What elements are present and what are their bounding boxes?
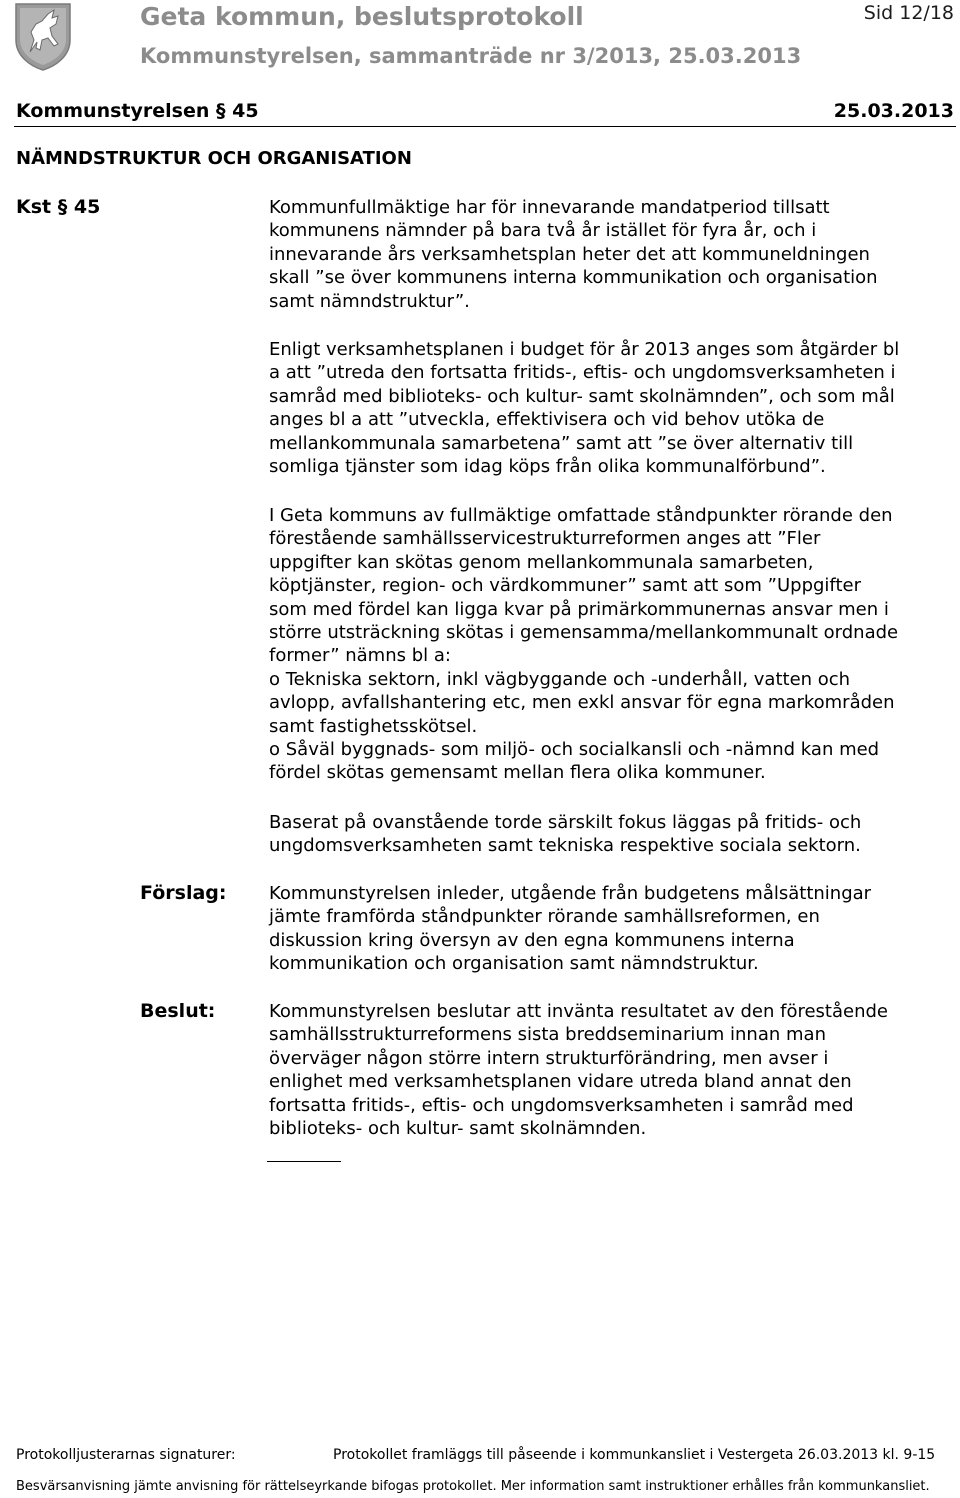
page-number: Sid 12/18 (863, 2, 954, 24)
text-line: uppgifter kan skötas genom mellankommunala samarbeten, (269, 551, 814, 573)
footer-appeal: Besvärsanvisning jämte anvisning för rättelseyrkande bifogas protokollet. Mer information samt instruktioner erhålles från kommunkansliet. (16, 1479, 930, 1494)
text-line: som med fördel kan ligga kvar på primärkommunernas ansvar men i (269, 598, 889, 620)
text-line: överväger någon större intern strukturförändring, men avser i (269, 1047, 829, 1069)
end-rule (267, 1161, 341, 1162)
document-title: Geta kommun, beslutsprotokoll (140, 2, 584, 31)
kst-symbol: § (57, 196, 68, 218)
text-line: Baserat på ovanstående torde särskilt fokus läggas på fritids- och (269, 812, 862, 833)
text-line: somliga tjänster som idag köps från olika kommunalförbund”. (269, 456, 826, 478)
text-line: former” nämns bl a: (269, 645, 451, 667)
section-heading: NÄMNDSTRUKTUR OCH ORGANISATION (16, 148, 412, 169)
section-body: Kommunstyrelsen (16, 100, 210, 122)
kst-label: Kst (16, 196, 52, 218)
section-symbol: § (215, 100, 226, 122)
footer-on-view: Protokollet framläggs till påseende i kommunkansliet i Vestergeta 26.03.2013 kl. 9-15 (333, 1447, 936, 1463)
text-line: fortsatta fritids-, eftis- och ungdomsverksamheten i samråd med (269, 1094, 854, 1116)
text-line: jämte framförda ståndpunkter rörande samhällsreformen, en (269, 906, 820, 928)
decision-label: Beslut: (140, 1000, 216, 1022)
text-line: Kommunfullmäktige har för innevarande mandatperiod tillsatt (269, 197, 830, 218)
text-line: skall ”se över kommunens interna kommunikation och organisation (269, 267, 878, 289)
kst-number: 45 (73, 196, 101, 218)
text-line: a att ”utreda den fortsatta fritids-, eftis- och ungdomsverksamheten i (269, 362, 896, 384)
text-line: Kommunstyrelsen beslutar att invänta resultatet av den förestående (269, 1001, 889, 1022)
text-line: Enligt verksamhetsplanen i budget för år 2013 anges som åtgärder bl (269, 339, 900, 360)
proposal-text (269, 882, 959, 976)
text-line: större utsträckning skötas i gemensamma/mellankommunalt ordnade (269, 622, 899, 644)
text-line: fördel skötas gemensamt mellan flera olika kommuner. (269, 762, 766, 784)
section-number: 45 (232, 100, 259, 122)
header-divider (14, 126, 956, 127)
text-line: enlighet med verksamhetsplanen vidare utreda bland annat den (269, 1071, 852, 1093)
section-date: 25.03.2013 (833, 100, 954, 122)
text-line: innevarande års verksamhetsplan heter det att kommuneldningen (269, 243, 870, 265)
text-line: Kommunstyrelsen inleder, utgående från budgetens målsättningar (269, 883, 872, 904)
text-line: samt nämndstruktur”. (269, 290, 470, 312)
kst-reference (16, 196, 100, 218)
paragraph-reform (269, 504, 959, 785)
list-item: o Såväl byggnads- som miljö- och socialkansli och -nämnd kan med (269, 739, 880, 761)
text-line: samt fastighetsskötsel. (269, 715, 478, 737)
text-line: biblioteks- och kultur- samt skolnämnden. (269, 1118, 647, 1140)
paragraph-budget (269, 338, 959, 478)
text-line: mellankommunala samarbetena” samt att ”se över alternativ till (269, 432, 854, 454)
coat-of-arms-icon (14, 2, 72, 72)
text-line: diskussion kring översyn av den egna kommunens interna (269, 929, 795, 951)
text-line: köptjänster, region- och värdkommuner” samt att som ”Uppgifter (269, 575, 861, 597)
meeting-subtitle: Kommunstyrelsen, sammanträde nr 3/2013, 25.03.2013 (140, 44, 802, 68)
text-line: anges bl a att ”utveckla, effektivisera och vid behov utöka de (269, 409, 825, 431)
text-line: kommunikation och organisation samt nämndstruktur. (269, 953, 759, 975)
list-item: o Tekniska sektorn, inkl vägbyggande och -underhåll, vatten och (269, 668, 851, 690)
proposal-label: Förslag: (140, 882, 227, 904)
paragraph-intro (269, 196, 959, 313)
text-line: I Geta kommuns av fullmäktige omfattade ståndpunkter rörande den (269, 505, 893, 526)
text-line: samhällsstrukturreformens sista breddseminarium innan man (269, 1024, 826, 1046)
paragraph-focus (269, 811, 959, 858)
section-label (16, 100, 259, 122)
text-line: kommunens nämnder på bara två år istället för fyra år, och i (269, 220, 817, 242)
text-line: avlopp, avfallshantering etc, men exkl ansvar för egna markområden (269, 692, 895, 714)
text-line: förestående samhällsservicestrukturreformen anges att ”Fler (269, 528, 821, 550)
footer-signatures: Protokolljusterarnas signaturer: (16, 1447, 236, 1463)
text-line: ungdomsverksamheten samt tekniska respektive sociala sektorn. (269, 835, 861, 857)
text-line: samråd med biblioteks- och kultur- samt skolnämnden”, och som mål (269, 385, 895, 407)
decision-text (269, 1000, 959, 1140)
